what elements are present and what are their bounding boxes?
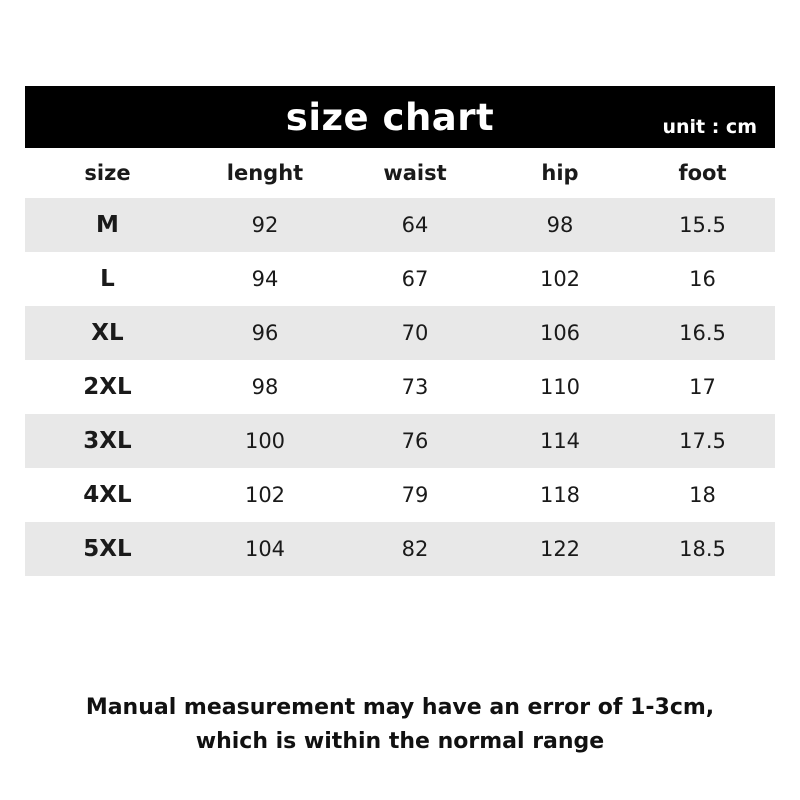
cell-lenght: 104 bbox=[244, 537, 286, 561]
unit-label: unit : cm bbox=[662, 116, 757, 138]
table-row bbox=[25, 522, 775, 576]
table-header-row bbox=[25, 148, 775, 198]
cell-waist: 82 bbox=[401, 537, 429, 561]
column-header-foot: foot bbox=[630, 148, 775, 198]
cell-lenght: 98 bbox=[251, 375, 279, 399]
cell-lenght: 92 bbox=[251, 213, 279, 237]
cell-hip: 122 bbox=[539, 537, 581, 561]
size-chart-table bbox=[25, 148, 775, 576]
table-body bbox=[25, 198, 775, 576]
column-header-lenght: lenght bbox=[190, 148, 340, 198]
table-row bbox=[25, 360, 775, 414]
cell-foot: 18.5 bbox=[679, 537, 726, 561]
cell-hip: 102 bbox=[539, 267, 581, 291]
chart-title-bar bbox=[25, 86, 775, 148]
cell-foot: 16 bbox=[689, 267, 716, 291]
measurement-note bbox=[25, 691, 775, 759]
cell-foot: 15.5 bbox=[679, 213, 726, 237]
size-chart-block bbox=[25, 86, 775, 755]
cell-lenght: 96 bbox=[251, 321, 279, 345]
table-row bbox=[25, 414, 775, 468]
cell-waist: 64 bbox=[401, 213, 429, 237]
cell-hip: 106 bbox=[539, 321, 581, 345]
cell-foot: 16.5 bbox=[679, 321, 726, 345]
cell-foot: 18 bbox=[689, 483, 716, 507]
cell-size: M bbox=[96, 212, 119, 238]
table-row bbox=[25, 252, 775, 306]
cell-hip: 118 bbox=[539, 483, 581, 507]
cell-hip: 98 bbox=[546, 213, 574, 237]
table-row bbox=[25, 306, 775, 360]
cell-waist: 67 bbox=[401, 267, 429, 291]
page-title: size chart bbox=[285, 95, 495, 139]
cell-size: 5XL bbox=[83, 536, 132, 562]
table-header bbox=[25, 148, 775, 198]
cell-lenght: 100 bbox=[244, 429, 286, 453]
cell-waist: 79 bbox=[401, 483, 429, 507]
measurement-note-line-1: Manual measurement may have an error of 1-3cm, bbox=[85, 695, 715, 720]
cell-size: L bbox=[100, 266, 115, 292]
cell-waist: 70 bbox=[401, 321, 429, 345]
column-header-waist: waist bbox=[340, 148, 490, 198]
measurement-note-line-2: which is within the normal range bbox=[195, 729, 605, 755]
cell-size: 4XL bbox=[83, 482, 132, 508]
cell-foot: 17.5 bbox=[679, 429, 726, 453]
cell-size: XL bbox=[91, 320, 124, 346]
column-header-hip: hip bbox=[490, 148, 630, 198]
column-header-size: size bbox=[25, 148, 190, 198]
cell-foot: 17 bbox=[689, 375, 716, 399]
table-row bbox=[25, 198, 775, 252]
cell-hip: 114 bbox=[539, 429, 581, 453]
cell-waist: 73 bbox=[401, 375, 429, 399]
table-row bbox=[25, 468, 775, 522]
cell-lenght: 102 bbox=[244, 483, 286, 507]
cell-waist: 76 bbox=[401, 429, 429, 453]
cell-lenght: 94 bbox=[251, 267, 279, 291]
cell-hip: 110 bbox=[539, 375, 581, 399]
cell-size: 3XL bbox=[83, 428, 132, 454]
cell-size: 2XL bbox=[83, 374, 132, 400]
